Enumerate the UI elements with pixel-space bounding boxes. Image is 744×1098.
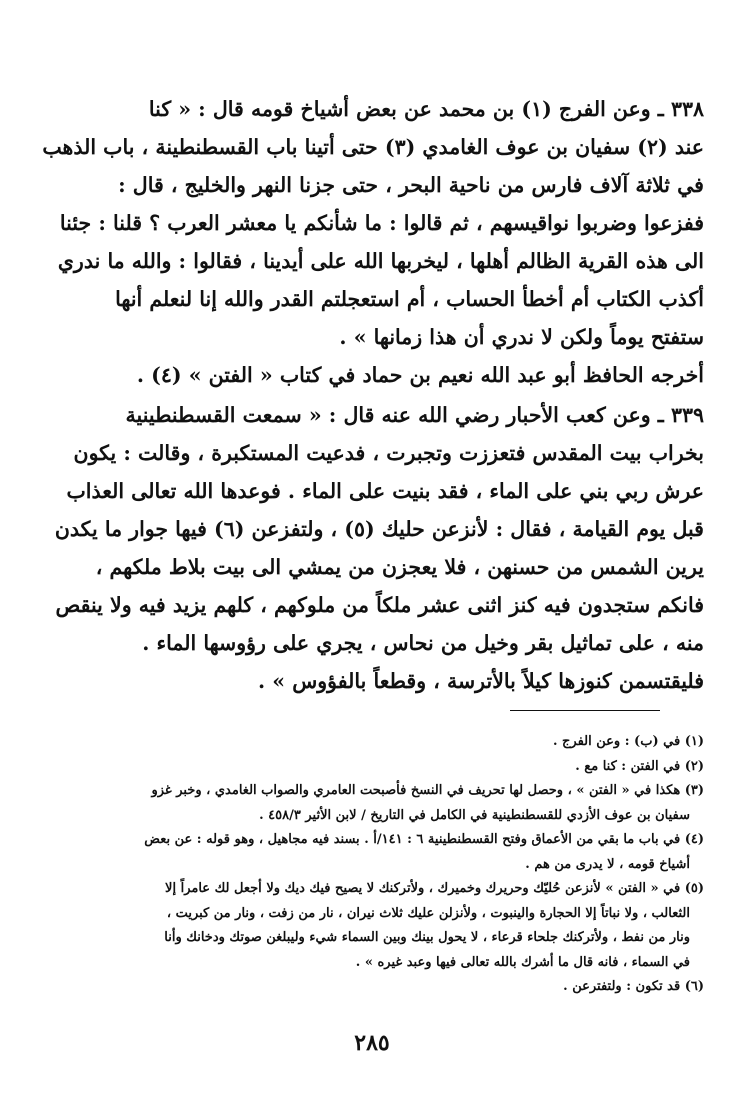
text-line: قبل يوم القيامة ، فقال : لأنزعن حليك (٥) ، ولتفزعن (٦) فيها جوار ما يكدن: [54, 517, 704, 541]
footnote-line: (٥) في « الفتن » لأنزعن حُليّك وحريرك وخميرك ، ولأتركنك لا يصيح فيك ديك ولا أجعل لك عامراً إلا: [165, 881, 704, 896]
text-line: عرش ربي بني على الماء ، فقد بنيت على الماء . فوعدها الله تعالى العذاب: [66, 479, 704, 503]
footnote-line: سفيان بن عوف الأزدي للقسطنطينية في الكامل في التاريخ / لابن الأثير ٤٥٨/٣ .: [259, 807, 690, 823]
text-line: في ثلاثة آلاف فارس من ناحية البحر ، حتى جزنا النهر والخليج ، قال :: [118, 173, 704, 197]
paragraph-source-note: [104, 356, 704, 394]
text-line: ٣٣٨ ـ وعن الفرج (١) بن محمد عن بعض أشياخ قومه قال : « كنا: [148, 97, 704, 121]
footnote-line: (٢) في الفتن : كنا مع .: [575, 758, 704, 774]
footnote-line: ونار من نفط ، ولأتركنك جلحاء قرعاء ، لا يحول بينك وبين السماء شيء وليبلغن صوتك ودخانك وأنا: [164, 930, 690, 945]
text-line: ٣٣٩ ـ وعن كعب الأحبار رضي الله عنه قال : « سمعت القسطنطينية: [125, 403, 704, 427]
text-line: فليقتسمن كنوزها كيلاً بالأترسة ، وقطعاً بالفؤوس » .: [258, 669, 704, 693]
footnote-separator: [510, 710, 660, 711]
footnote-line: (٣) هكذا في « الفتن » ، وحصل لها تحريف في النسخ فأصبحت العامري والصواب الغامدي ، وخبر غزو: [151, 783, 704, 798]
paragraph-339: [54, 396, 704, 700]
footnotes: [104, 730, 704, 1000]
text-line: فانكم ستجدون فيه كنز اثنى عشر ملكاً من ملوكهم ، كلهم يزيد فيه ولا ينقص: [55, 593, 704, 617]
text-line: منه ، على تماثيل بقر وخيل من نحاس ، يجري على رؤوسها الماء .: [142, 631, 704, 655]
footnote-line: (١) في (ب) : وعن الفرج .: [552, 734, 704, 749]
footnote-line: (٦) قد تكون : ولتفترعن .: [563, 979, 704, 994]
paragraph-338: [42, 90, 704, 356]
footnote-line: أشياخ قومه ، لا يدرى من هم .: [525, 856, 690, 872]
text-line: الى هذه القرية الظالم أهلها ، ليخربها الله على أيدينا ، فقالوا : والله ما ندري: [57, 249, 704, 273]
text-line: بخراب بيت المقدس فتعززت وتجبرت ، فدعيت المستكبرة ، وقالت : يكون: [73, 441, 704, 465]
text-line: أخرجه الحافظ أبو عبد الله نعيم بن حماد في كتاب « الفتن » (٤) .: [136, 363, 704, 387]
text-line: ستفتح يوماً ولكن لا ندري أن هذا زمانها » .: [339, 325, 704, 349]
page-number: ٢٨٥: [354, 1030, 390, 1056]
text-line: عند (٢) سفيان بن عوف الغامدي (٣) حتى أتينا باب القسطنطينة ، باب الذهب: [42, 135, 704, 159]
footnote-line: في السماء ، فانه قال ما أشرك بالله تعالى فيها وعبد غيره » .: [355, 954, 690, 970]
text-line: أكذب الكتاب أم أخطأ الحساب ، أم استعجلتم القدر والله إنا لنعلم أنها: [115, 287, 704, 311]
footnote-line: الثعالب ، ولا نباتاً إلا الحجارة والينبوت ، ولأنزلن عليك ثلاث نيران ، نار من زفت ، ونار من كبريت ،: [166, 905, 690, 921]
footnote-line: (٤) في باب ما بقي من الأعماق وفتح القسطنطينية ٦ : ١٤١/أ . بسند فيه مجاهيل ، وهو قوله : عن بعض: [144, 832, 704, 847]
text-line: ففزعوا وضربوا نواقيسهم ، ثم قالوا : ما شأنكم يا معشر العرب ؟ قلنا : جئنا: [59, 211, 704, 235]
text-line: يرين الشمس من حسنهن ، فلا يعجزن من يمشي الى بيت بلاط ملكهم ،: [95, 555, 704, 579]
